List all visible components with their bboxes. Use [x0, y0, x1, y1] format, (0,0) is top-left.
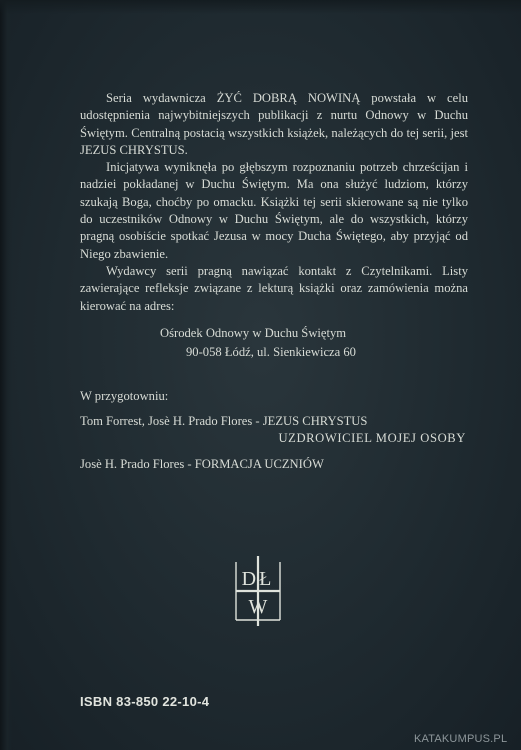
- watermark: KATAKUMPUS.PL: [414, 733, 508, 745]
- address-line-1: Ośrodek Odnowy w Duchu Świętym: [160, 325, 347, 340]
- paragraph-initiative: Inicjatywa wyniknęła po głębszym rozpoznaniu potrzeb chrześcijan i nadziei pokładanej w Duchu Świętym. Ma ona służyć ludziom, którzy szukają Boga, choćby po omacku. Książki tej serii skierowane są nie tylko do uczestników Odnowy w Duchu Świętym, ale do wszystkich, którzy pragną osobiście spotkać Jezusa w mocy Ducha Świętego, aby przyjąć od Niego zbawienie.: [80, 160, 468, 261]
- cover-top-shadow: [0, 0, 521, 14]
- in-preparation-heading: W przygotowniu:: [80, 388, 169, 403]
- publisher-address: [80, 324, 468, 362]
- logo-letters-top: DŁ: [241, 568, 275, 590]
- upcoming-title-1: [80, 413, 468, 448]
- paragraph-series-intro: Seria wydawnicza ŻYĆ DOBRĄ NOWINĄ powstała w celu udostępnienia najwybitniejszych publikacji z nurtu Odnowy w Duchu Świętym. Centralną postacią wszystkich książek, należących do tej serii, jest JEZUS CHRYSTUS.: [80, 91, 468, 157]
- cover-spine-shadow: [0, 0, 12, 750]
- upcoming-title-1-line-1: Tom Forrest, Josè H. Prado Flores - JEZUS CHRYSTUS: [80, 414, 368, 429]
- address-line-2: 90-058 Łódź, ul. Sienkiewicza 60: [186, 344, 356, 359]
- logo-letters-bottom: W: [248, 596, 268, 618]
- upcoming-title-2: Josè H. Prado Flores - FORMACJA UCZNIÓW: [80, 456, 324, 471]
- description-text-block: [80, 90, 468, 473]
- upcoming-title-1-line-2: UZDROWICIEL MOJEJ OSOBY: [278, 431, 466, 446]
- publisher-logo-icon: [232, 554, 284, 628]
- paragraph-contact: Wydawcy serii pragną nawiązać kontakt z Czytelnikami. Listy zawierające refleksje związane z lekturą książki oraz zamówienia można kierować na adres:: [80, 263, 468, 313]
- isbn-number: ISBN 83-850 22-10-4: [80, 694, 210, 709]
